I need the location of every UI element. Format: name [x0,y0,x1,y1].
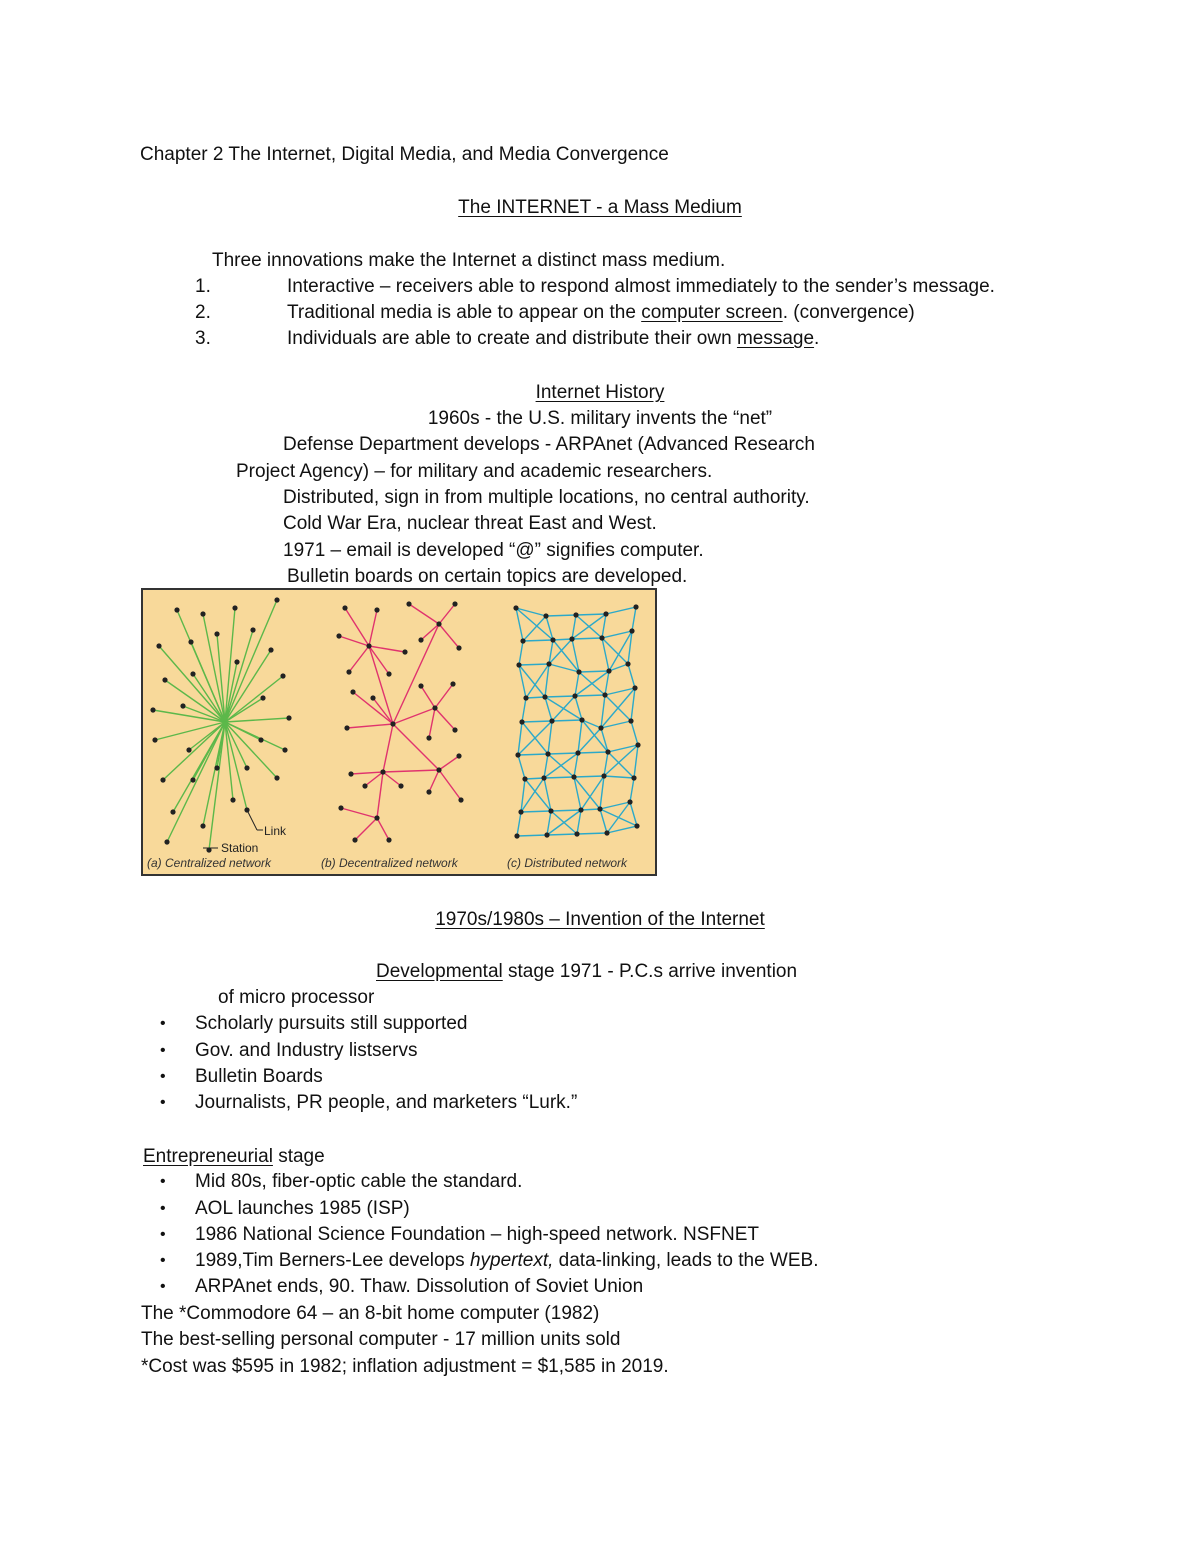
network-station [280,673,285,678]
network-station [160,777,165,782]
network-station [274,775,279,780]
network-station [230,797,235,802]
network-station [629,628,634,633]
network-station [386,671,391,676]
section-heading-mass-medium: The INTERNET - a Mass Medium [458,197,742,218]
network-link [576,614,606,615]
network-link [163,722,225,780]
network-link [522,698,526,722]
network-link [339,636,369,646]
network-station [390,721,395,726]
network-link [421,686,435,708]
network-link [522,721,552,722]
network-station [606,668,611,673]
network-station [456,753,461,758]
network-station [628,718,633,723]
network-station [338,805,343,810]
network-link [349,646,369,672]
network-station [258,737,263,742]
network-link [365,772,383,786]
network-station [632,685,637,690]
network-link [355,818,377,840]
network-station [274,597,279,602]
network-station [625,661,630,666]
station-label: Station [221,841,259,855]
network-link [439,604,455,624]
network-link [630,802,637,826]
network-station [344,725,349,730]
list-text: Interactive – receivers able to respond almost immediately to the sender’s message. [287,276,995,297]
network-link [578,720,582,753]
network-station [418,637,423,642]
network-link [547,811,551,835]
network-station [432,705,437,710]
network-link [369,646,389,674]
innovations-intro: Three innovations make the Internet a distinct mass medium. [212,250,726,271]
network-station [180,703,185,708]
network-link [421,624,439,640]
decentralized-network-diagram [336,601,463,842]
network-station [519,719,524,724]
network-link [526,697,545,698]
network-link [572,614,606,639]
network-link [548,753,578,754]
network-station [574,831,579,836]
network-link [544,753,578,778]
network-station [572,693,577,698]
network-station [604,830,609,835]
network-link [572,638,602,639]
network-link [572,615,576,639]
list-text: Individuals are able to create and distribute their own message. [287,328,820,349]
caption-distributed: (c) Distributed network [507,856,628,870]
network-station [188,639,193,644]
network-link [369,610,377,646]
network-link [518,754,548,755]
network-link [548,721,552,754]
network-link [347,724,393,728]
network-station [631,775,636,780]
network-station [601,773,606,778]
network-station [170,809,175,814]
list-text: Traditional media is able to appear on the computer screen. (convergence) [287,302,915,323]
developmental-continuation: of micro processor [218,987,375,1008]
entrepreneurial-stage-line: Entrepreneurial stage [143,1146,325,1167]
network-station [348,771,353,776]
network-link [517,835,547,836]
network-station [579,717,584,722]
network-link [217,634,225,722]
network-link [628,664,635,688]
section-heading-invention: 1970s/1980s – Invention of the Internet [435,909,765,930]
network-station [190,671,195,676]
list-number: 1. [195,276,211,297]
network-station [436,767,441,772]
network-station [450,681,455,686]
network-link [525,778,544,779]
network-station [513,605,518,610]
network-link [345,608,369,646]
network-station [346,669,351,674]
network-station [234,659,239,664]
network-station [200,611,205,616]
network-station [152,737,157,742]
network-station [575,750,580,755]
network-station [162,677,167,682]
network-station [520,638,525,643]
cost-line: *Cost was $595 in 1982; inflation adjustment = $1,585 in 2019. [141,1356,669,1377]
network-link [518,722,522,755]
network-link [632,607,636,631]
network-link [153,710,225,722]
network-link [393,724,439,770]
network-link [552,696,575,721]
network-station [436,621,441,626]
network-link [575,671,609,696]
network-link [518,755,525,779]
network-link [341,808,377,818]
network-link [159,646,225,722]
network-link [439,756,459,770]
network-link [605,671,609,695]
network-station [546,661,551,666]
network-link [369,646,405,652]
network-link [167,722,225,842]
network-link [602,614,606,638]
network-station [522,776,527,781]
best-selling-line: The best-selling personal computer - 17 million units sold [141,1329,621,1350]
list-number: 2. [195,302,211,323]
network-station [458,797,463,802]
network-link [429,770,439,792]
network-link [581,809,600,810]
network-link [518,721,552,755]
network-station [569,636,574,641]
network-station [602,692,607,697]
network-station [627,799,632,804]
network-station [605,749,610,754]
centralized-network-diagram [150,597,291,852]
commodore-line: The *Commodore 64 – an 8-bit home computer (1982) [141,1303,600,1324]
network-station [452,601,457,606]
distributed-network-diagram [513,604,640,838]
network-link [551,810,581,811]
network-station [156,643,161,648]
section-heading-internet-history: Internet History [535,382,665,403]
network-station [380,769,385,774]
history-subheading: 1960s - the U.S. military invents the “net” [427,408,773,429]
network-station [543,613,548,618]
network-station [150,707,155,712]
list-number: 3. [195,328,211,349]
network-station [260,695,265,700]
network-station [186,747,191,752]
network-station [200,823,205,828]
network-station [352,837,357,842]
network-station [374,815,379,820]
network-station [523,695,528,700]
network-station [342,605,347,610]
network-station [597,806,602,811]
page-title: Chapter 2 The Internet, Digital Media, and Media Convergence [140,144,669,165]
network-station [599,635,604,640]
network-link [575,672,579,696]
network-station [549,718,554,723]
network-station [548,808,553,813]
network-station [603,611,608,616]
network-station [426,789,431,794]
network-station [634,823,639,828]
network-station [635,742,640,747]
network-link [578,752,608,753]
network-station [578,807,583,812]
network-link [546,615,576,616]
network-station [598,725,603,730]
network-station [541,775,546,780]
network-station [576,669,581,674]
network-link [604,776,634,778]
network-station [362,783,367,788]
link-label: Link [264,824,287,838]
network-station [573,612,578,617]
network-link [606,607,636,614]
network-station [250,627,255,632]
network-link [435,708,455,730]
network-station [232,605,237,610]
caption-centralized: (a) Centralized network [147,856,272,870]
network-diagram-figure [141,588,657,876]
network-link [225,600,277,722]
network-link [351,772,383,774]
network-station [174,607,179,612]
network-link [225,722,247,810]
network-link [545,696,575,697]
developmental-stage-line: Developmental stage 1971 - P.C.s arrive invention [376,961,798,982]
network-station [214,631,219,636]
network-station [550,637,555,642]
network-station [514,833,519,838]
network-link [225,722,247,768]
network-link [634,745,638,778]
network-link [574,776,604,777]
network-link [552,720,582,721]
network-link [225,722,285,750]
network-station [214,765,219,770]
network-station [286,715,291,720]
network-link [225,676,283,722]
network-link [519,641,523,665]
network-link [519,664,549,665]
entrepreneurial-link[interactable]: Entrepreneurial [143,1146,273,1167]
network-station [516,662,521,667]
network-link [608,752,634,778]
network-link [429,708,435,738]
network-link [383,772,401,786]
network-link [544,754,548,778]
network-station [544,832,549,837]
network-diagrams [143,590,655,874]
network-link [521,811,551,812]
network-station [452,727,457,732]
network-link [439,624,459,648]
network-station [374,607,379,612]
network-station [633,604,638,609]
network-station [545,751,550,756]
network-station [190,777,195,782]
network-station [402,649,407,654]
history-continuation: Project Agency) – for military and academic researchers. [236,461,713,482]
network-link [577,810,581,834]
network-station [370,695,375,700]
network-link [377,818,389,840]
network-link [523,616,546,641]
network-link [547,810,581,835]
network-link [517,812,521,836]
network-link [544,777,574,778]
network-link [409,604,439,624]
network-link [602,631,632,638]
network-station [386,837,391,842]
network-station [164,839,169,844]
message-link[interactable]: message [736,328,815,349]
network-link [574,753,578,777]
network-link [600,809,607,833]
network-station [268,647,273,652]
network-link [383,770,439,772]
network-station [518,809,523,814]
developmental-link[interactable]: Developmental [376,961,503,982]
network-link [630,778,634,802]
network-station [282,747,287,752]
computer-screen-link[interactable]: computer screen [641,302,783,323]
network-link [547,834,577,835]
network-station [515,752,520,757]
caption-decentralized: (b) Decentralized network [321,856,458,870]
network-link [439,770,461,800]
network-station [571,774,576,779]
network-station [456,645,461,650]
network-station [366,643,371,648]
network-link [602,638,609,671]
network-link [553,639,572,640]
network-station [418,683,423,688]
network-link [377,772,383,818]
network-station [406,601,411,606]
network-link [225,718,289,722]
network-link [383,724,393,772]
network-station [542,694,547,699]
network-link [225,722,233,800]
network-link [549,664,579,672]
network-link [578,728,601,753]
network-link [523,640,553,641]
network-station [336,633,341,638]
network-link [225,722,277,778]
network-station [350,689,355,694]
network-link [577,833,607,834]
network-link [579,671,609,672]
network-station [426,735,431,740]
network-station [244,765,249,770]
network-station [398,783,403,788]
network-link [435,684,453,708]
network-link [575,695,605,696]
network-link [631,721,638,745]
network-link [369,646,393,724]
